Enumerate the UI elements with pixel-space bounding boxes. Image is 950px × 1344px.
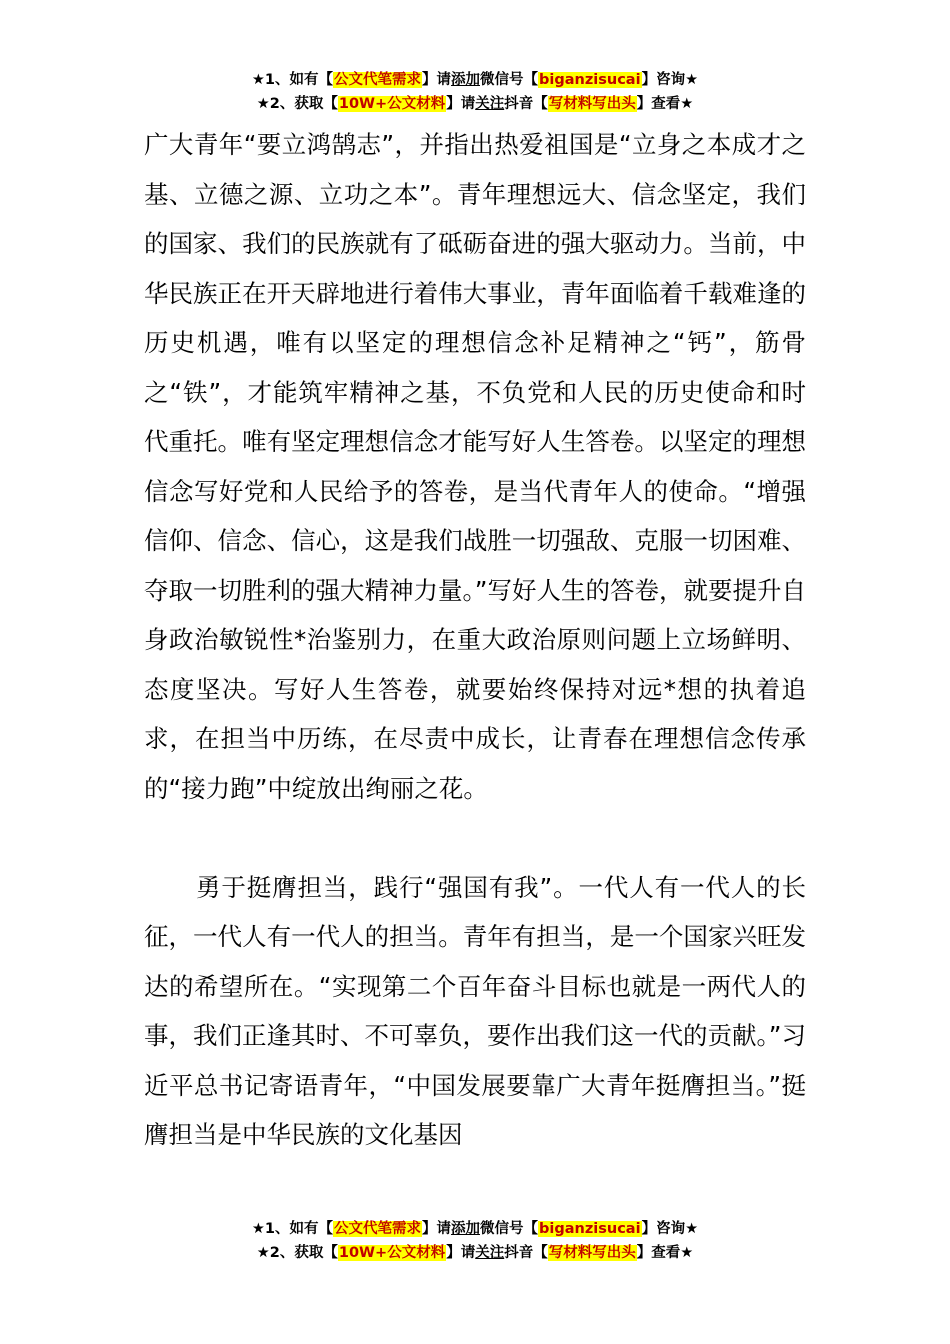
promo-text: ★1、如有【 [251, 72, 334, 88]
promo-line-1 [0, 1217, 950, 1241]
promo-text: 】咨询★ [641, 72, 699, 88]
promo-text: ★2、获取【 [256, 1245, 338, 1261]
promo-line-2 [0, 1241, 950, 1265]
underline-text: 关注 [475, 96, 505, 112]
promo-text: 】请 [446, 1245, 476, 1261]
underline-text: 添加 [451, 1221, 481, 1237]
promo-text: 抖音【 [504, 96, 548, 112]
promo-text: 】咨询★ [641, 1221, 699, 1237]
promo-text: 】查看★ [636, 96, 694, 112]
highlight-douyin-account: 写材料写出头 [548, 1245, 636, 1261]
underline-text: 添加 [451, 72, 481, 88]
highlight-wechat-id: biganzisucai [539, 72, 641, 88]
highlight-materials: 10W+公文材料 [338, 1245, 446, 1261]
paragraph-2: 勇于挺膺担当，践行“强国有我”。一代人有一代人的长征，一代人有一代人的担当。青年有担当，是一个国家兴旺发达的希望所在。“实现第二个百年奋斗目标也就是一两代人的事，我们正逢其时、不可辜负，要作出我们这一代的贡献。”习近平总书记寄语青年，“中国发展要靠广大青年挺膺担当。”挺膺担当是中华民族的文化基因 [144, 872, 806, 1149]
paragraph-spacer [144, 813, 806, 863]
highlight-wechat-id: biganzisucai [539, 1221, 641, 1237]
promo-text: ★1、如有【 [251, 1221, 334, 1237]
promo-text: 微信号【 [480, 72, 539, 88]
highlight-douyin-account: 写材料写出头 [548, 96, 636, 112]
document-body [144, 120, 806, 1160]
highlight-service: 公文代笔需求 [334, 1221, 422, 1237]
promo-line-1 [0, 68, 950, 92]
promo-line-2 [0, 92, 950, 116]
promo-text: 抖音【 [504, 1245, 548, 1261]
promo-banner-top [0, 68, 950, 116]
promo-banner-bottom [0, 1217, 950, 1265]
promo-text: 】请 [422, 72, 452, 88]
highlight-service: 公文代笔需求 [334, 72, 422, 88]
promo-text: ★2、获取【 [256, 96, 338, 112]
underline-text: 关注 [475, 1245, 505, 1261]
promo-text: 】请 [446, 96, 476, 112]
promo-text: 】查看★ [636, 1245, 694, 1261]
promo-text: 】请 [422, 1221, 452, 1237]
paragraph-1: 广大青年“要立鸿鹄志”，并指出热爱祖国是“立身之本成才之基、立德之源、立功之本”。青年理想远大、信念坚定，我们的国家、我们的民族就有了砥砺奋进的强大驱动力。当前，中华民族正在开天辟地进行着伟大事业，青年面临着千载难逢的历史机遇，唯有以坚定的理想信念补足精神之“钙”，筋骨之“铁”，才能筑牢精神之基，不负党和人民的历史使命和时代重托。唯有坚定理想信念才能写好人生答卷。以坚定的理想信念写好党和人民给予的答卷，是当代青年人的使命。“增强信仰、信念、信心，这是我们战胜一切强敌、克服一切困难、夺取一切胜利的强大精神力量。”写好人生的答卷，就要提升自身政治敏锐性*治鉴别力，在重大政治原则问题上立场鲜明、态度坚决。写好人生答卷，就要始终保持对远*想的执着追求，在担当中历练，在尽责中成长，让青春在理想信念传承的“接力跑”中绽放出绚丽之花。 [144, 130, 806, 803]
highlight-materials: 10W+公文材料 [338, 96, 446, 112]
promo-text: 微信号【 [480, 1221, 539, 1237]
